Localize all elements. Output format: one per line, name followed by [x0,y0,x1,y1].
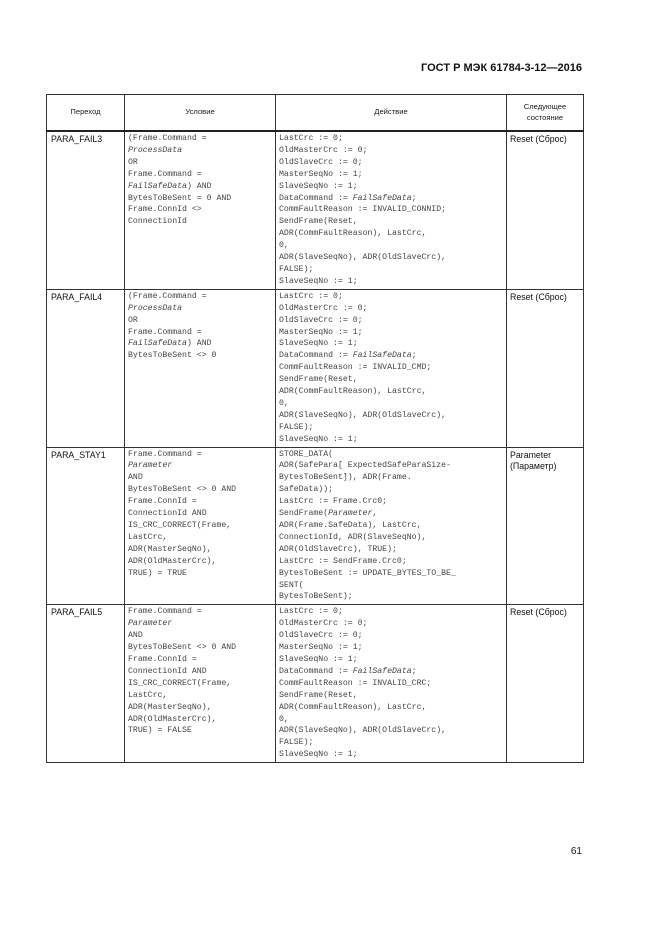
header-transition: Переход [47,95,125,132]
condition-cell [125,131,276,289]
next-state-cell: Parameter (Параметр) [507,447,584,605]
code-line [128,169,272,181]
code-segment: SendFrame(Reset, [279,375,358,385]
code-line [128,654,272,666]
code-segment: AND [128,631,143,641]
code-segment: FailSafeData [352,351,412,361]
table-row [47,131,584,289]
code-line [128,338,272,350]
code-line [128,291,272,303]
code-segment: ConnectionId AND [128,509,207,519]
code-segment: CommFaultReason := INVALID_CRC; [279,678,432,688]
code-line [128,303,272,315]
code-line [128,472,272,484]
code-segment: SendFrame(Reset, [279,690,358,700]
code-line [279,157,503,169]
code-segment: BytesToBeSent := UPDATE_BYTES_TO_BE_ [279,568,456,578]
code-segment: OR [128,157,138,167]
code-segment: LastCrc := 0; [279,291,343,301]
action-cell [276,447,507,605]
code-line [279,725,503,737]
code-line [128,556,272,568]
code-line [279,410,503,422]
code-line [279,228,503,240]
code-line [128,544,272,556]
code-segment: LastCrc := 0; [279,607,343,617]
code-segment: ConnectionId AND [128,666,207,676]
code-segment: TRUE) = FALSE [128,726,192,736]
code-line [128,618,272,630]
code-line [128,532,272,544]
code-segment: OldSlaveCrc := 0; [279,315,363,325]
code-segment: ; [411,193,417,203]
code-segment: FALSE); [279,264,314,274]
code-segment: ADR(SafePara[ ExpectedSafeParaSize- [279,461,451,471]
code-line [279,642,503,654]
code-line [279,678,503,690]
condition-cell [125,605,276,763]
code-line [279,449,503,461]
code-line [279,145,503,157]
code-segment: ADR(CommFaultReason), LastCrc, [279,229,427,239]
code-segment: IS_CRC_CORRECT(Frame, [128,678,232,688]
code-segment: ADR(CommFaultReason), LastCrc, [279,702,427,712]
header-action: Действие [276,95,507,132]
code-segment: FALSE); [279,738,314,748]
code-segment: , [372,509,378,519]
code-segment: ADR(OldMasterCrc), [128,714,217,724]
code-segment: ; [411,666,417,676]
code-segment: ) AND [186,181,212,191]
code-line [128,460,272,472]
code-segment: SafeData)); [279,485,334,495]
code-segment: ) AND [186,339,212,349]
code-segment: Frame.ConnId = [128,497,197,507]
code-line [128,606,272,618]
code-line [128,714,272,726]
code-line [128,157,272,169]
code-segment: CommFaultReason := INVALID_CONNID; [279,205,447,215]
code-segment: DataCommand := [279,666,353,676]
code-segment: FailSafeData [128,181,187,191]
code-segment: LastCrc := SendFrame.Crc0; [279,556,407,566]
header-condition: Условие [125,95,276,132]
code-line [128,690,272,702]
code-line [128,642,272,654]
transition-cell: PARA_FAIL5 [47,605,125,763]
code-segment: AND [128,473,143,483]
code-line [279,252,503,264]
code-segment: IS_CRC_CORRECT(Frame, [128,521,232,530]
code-segment: 0, [279,714,289,724]
code-line [279,460,503,472]
code-segment: BytesToBeSent = 0 AND [128,193,232,203]
code-segment: ConnectionId [128,217,187,227]
action-cell [276,131,507,289]
code-segment: Frame.Command = [128,169,202,179]
code-line [279,303,503,315]
page-number: 61 [570,846,582,857]
next-state-cell: Reset (Сброс) [507,289,584,447]
code-segment: STORE_DATA( [279,449,334,459]
code-line [279,240,503,252]
code-line [128,145,272,157]
condition-cell [125,289,276,447]
code-line [279,133,503,145]
next-state-cell: Reset (Сброс) [507,131,584,289]
code-line [128,193,272,205]
code-segment: SendFrame( [279,509,329,519]
code-segment: ADR(SlaveSeqNo), ADR(OldSlaveCrc), [279,726,447,736]
code-segment: LastCrc, [128,690,168,700]
code-segment: FALSE); [279,422,314,432]
code-segment: OldSlaveCrc := 0; [279,157,363,167]
code-segment: FailSafeData [352,193,412,203]
code-line [128,350,272,362]
state-transition-table [46,94,584,763]
code-segment: ConnectionId, ADR(SlaveSeqNo), [279,532,427,542]
code-line [279,472,503,484]
code-line [128,520,272,532]
table-row [47,289,584,447]
code-line [279,654,503,666]
code-line [279,591,503,603]
code-segment: ADR(OldSlaveCrc), TRUE); [279,544,397,554]
code-segment: SlaveSeqNo := 1; [279,434,358,444]
code-segment: BytesToBeSent <> 0 AND [128,485,237,495]
code-segment: 0, [279,398,289,408]
code-line [279,702,503,714]
code-segment: FailSafeData [128,339,187,349]
code-line [279,276,503,288]
code-line [279,484,503,496]
code-line [279,737,503,749]
code-segment: BytesToBeSent]), ADR(Frame. [279,473,412,483]
code-line [128,133,272,145]
code-segment: ProcessData [128,145,183,155]
code-line [128,630,272,642]
code-line [279,350,503,362]
code-segment: SendFrame(Reset, [279,217,358,227]
code-line [279,338,503,350]
code-segment: MasterSeqNo := 1; [279,169,363,179]
code-segment: BytesToBeSent <> 0 [128,351,217,361]
code-line [279,216,503,228]
code-segment: Frame.ConnId <> [128,205,202,215]
condition-cell [125,447,276,605]
action-cell [276,289,507,447]
code-segment: Frame.Command = [128,607,202,617]
code-segment: Parameter [128,461,173,471]
code-segment: Parameter [328,509,373,519]
code-segment: BytesToBeSent <> 0 AND [128,643,237,653]
table-header-row [47,95,584,132]
code-line [128,449,272,461]
code-line [279,291,503,303]
code-line [279,496,503,508]
code-segment: Parameter [128,619,173,629]
code-line [128,484,272,496]
code-line [279,606,503,618]
code-segment: DataCommand := [279,193,353,203]
code-line [279,193,503,205]
next-state-cell: Reset (Сброс) [507,605,584,763]
code-line [128,181,272,193]
transition-cell: PARA_FAIL3 [47,131,125,289]
code-segment: FailSafeData [352,666,412,676]
code-line [279,181,503,193]
code-line [279,398,503,410]
code-segment: OldSlaveCrc := 0; [279,631,363,641]
code-line [279,580,503,592]
code-segment: BytesToBeSent); [279,592,353,602]
code-line [279,532,503,544]
code-line [279,556,503,568]
code-line [128,702,272,714]
code-line [128,216,272,228]
code-segment: OR [128,315,138,325]
code-segment: (Frame.Command = [128,291,207,301]
code-segment: CommFaultReason := INVALID_CMD; [279,363,432,373]
code-segment: SlaveSeqNo := 1; [279,181,358,191]
code-segment: LastCrc := Frame.Crc0; [279,497,388,507]
code-line [279,327,503,339]
code-segment: ; [411,351,417,361]
code-line [279,315,503,327]
code-segment: 0, [279,241,289,251]
code-line [128,204,272,216]
header-next-state: Следующее состояние [507,95,584,132]
code-segment: ADR(MasterSeqNo), [128,702,212,712]
document-standard-header: ГОСТ Р МЭК 61784-3-12—2016 [421,62,582,74]
code-segment: SlaveSeqNo := 1; [279,750,358,760]
code-line [279,374,503,386]
code-segment: MasterSeqNo := 1; [279,643,363,653]
table-row [47,447,584,605]
code-line [279,264,503,276]
code-line [279,422,503,434]
code-segment: SlaveSeqNo := 1; [279,654,358,664]
code-line [128,678,272,690]
code-line [279,690,503,702]
code-line [128,327,272,339]
code-line [279,386,503,398]
code-segment: OldMasterCrc := 0; [279,303,368,313]
code-line [279,714,503,726]
transition-cell: PARA_STAY1 [47,447,125,605]
code-segment: TRUE) = TRUE [128,568,187,578]
code-segment: LastCrc := 0; [279,134,343,143]
table-row [47,605,584,763]
code-segment: ADR(OldMasterCrc), [128,556,217,566]
code-line [128,496,272,508]
code-segment: ADR(Frame.SafeData), LastCrc, [279,521,422,530]
code-line [279,568,503,580]
code-line [128,508,272,520]
code-segment: MasterSeqNo := 1; [279,327,363,337]
code-line [128,568,272,580]
code-line [279,666,503,678]
code-line [279,520,503,532]
code-line [128,666,272,678]
code-segment: SENT( [279,580,304,590]
code-line [279,362,503,374]
code-line [128,315,272,327]
code-line [279,434,503,446]
code-line [279,630,503,642]
code-segment: (Frame.Command = [128,134,207,143]
code-segment: DataCommand := [279,351,353,361]
code-segment: ADR(SlaveSeqNo), ADR(OldSlaveCrc), [279,410,447,420]
code-segment: OldMasterCrc := 0; [279,619,368,629]
action-cell [276,605,507,763]
code-line [279,508,503,520]
code-segment: ADR(MasterSeqNo), [128,544,212,554]
code-segment: Frame.Command = [128,327,202,337]
code-line [279,618,503,630]
code-segment: Frame.Command = [128,449,202,459]
code-segment: ADR(CommFaultReason), LastCrc, [279,387,427,397]
code-segment: Frame.ConnId = [128,654,197,664]
transition-cell: PARA_FAIL4 [47,289,125,447]
code-line [128,725,272,737]
code-line [279,749,503,761]
code-segment: SlaveSeqNo := 1; [279,339,358,349]
code-segment: SlaveSeqNo := 1; [279,276,358,286]
code-segment: ADR(SlaveSeqNo), ADR(OldSlaveCrc), [279,253,447,263]
code-segment: ProcessData [128,303,183,313]
code-segment: OldMasterCrc := 0; [279,145,368,155]
code-line [279,204,503,216]
code-line [279,169,503,181]
code-segment: LastCrc, [128,532,168,542]
code-line [279,544,503,556]
